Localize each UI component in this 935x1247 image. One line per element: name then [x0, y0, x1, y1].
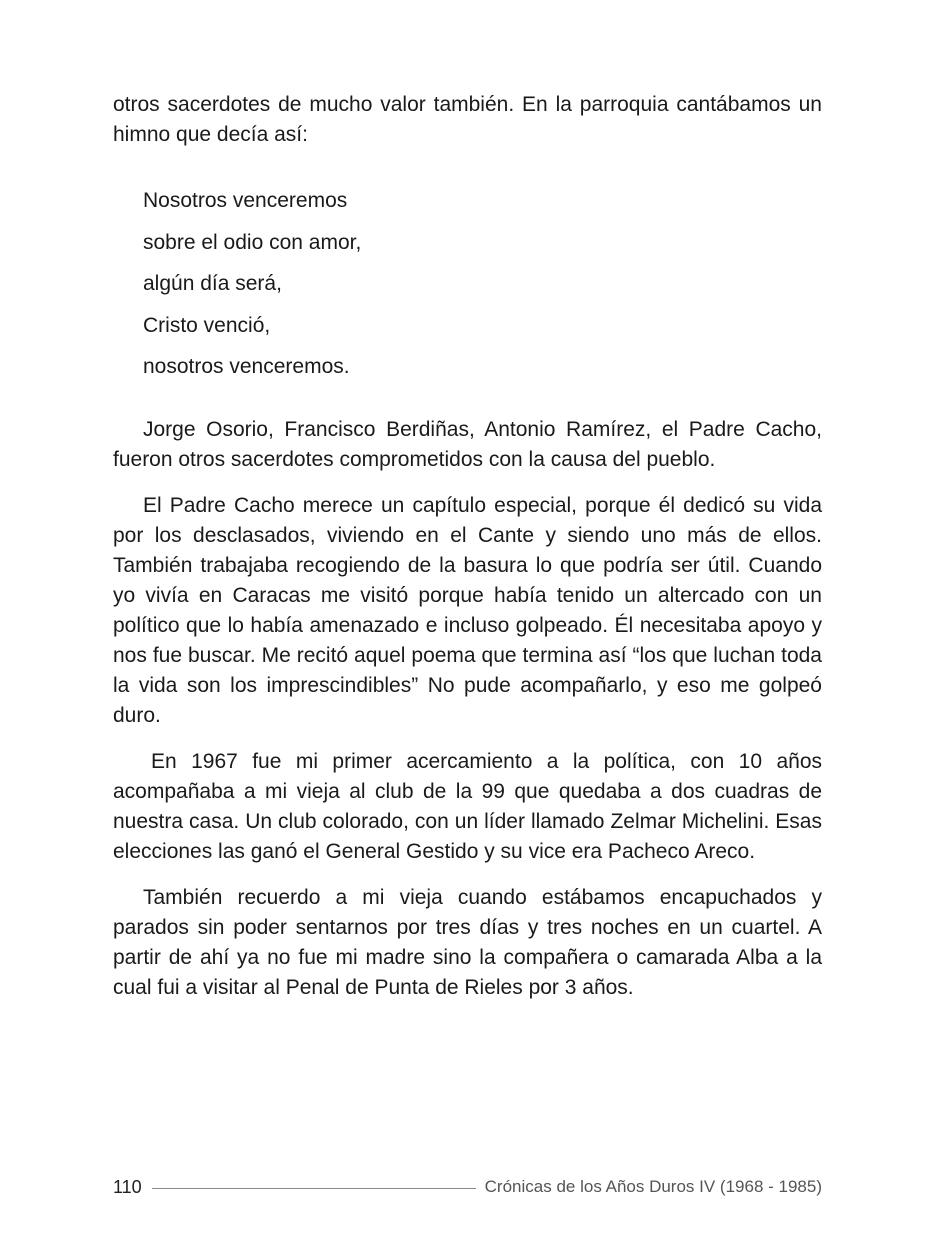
paragraph-priests: Jorge Osorio, Francisco Berdiñas, Antonio Ramírez, el Padre Cacho, fueron otros sacerdotes comprometidos con la causa del pueblo. [113, 417, 822, 471]
hymn-poem [113, 180, 822, 388]
paragraph-padre-cacho: El Padre Cacho merece un capítulo especial, porque él dedicó su vida por los desclasados, viviendo en el Cante y siendo uno más de ellos. También trabajaba recogiendo de la basura lo que podría ser útil. Cuando yo vivía en Caracas me visitó porque había tenido un altercado con un político que lo había amenazado e incluso golpeado. Él necesitaba apoyo y nos fue buscar. Me recitó aquel poema que termina así “los que luchan toda la vida son los imprescindibles” No pude acompañarlo, y eso me golpeó duro. [113, 493, 822, 727]
poem-line: nosotros venceremos. [143, 355, 350, 378]
poem-line: Cristo venció, [143, 313, 271, 337]
page-number: 110 [113, 1176, 142, 1197]
poem-line: algún día será, [143, 272, 282, 295]
page-body [113, 90, 822, 1003]
page-footer [113, 1174, 822, 1200]
running-book-title: Crónicas de los Años Duros IV (1968 - 1985) [484, 1177, 822, 1196]
footer-divider [152, 1188, 476, 1189]
poem-line: sobre el odio con amor, [143, 230, 362, 254]
paragraph-1967: En 1967 fue mi primer acercamiento a la política, con 10 años acompañaba a mi vieja al club de la 99 que quedaba a dos cuadras de nuestra casa. Un club colorado, con un líder llamado Zelmar Michelini. Esas elecciones las ganó el General Gestido y su vice era Pacheco Areco. [113, 749, 822, 863]
paragraph-vieja: También recuerdo a mi vieja cuando estábamos encapuchados y parados sin poder sentarnos por tres días y tres noches en un cuartel. A partir de ahí ya no fue mi madre sino la compañera o camarada Alba a la cual fui a visitar al Penal de Punta de Rieles por 3 años. [113, 885, 822, 999]
poem-line: Nosotros venceremos [143, 189, 348, 212]
intro-paragraph: otros sacerdotes de mucho valor también. En la parroquia cantábamos un himno que decía así: [113, 93, 822, 146]
